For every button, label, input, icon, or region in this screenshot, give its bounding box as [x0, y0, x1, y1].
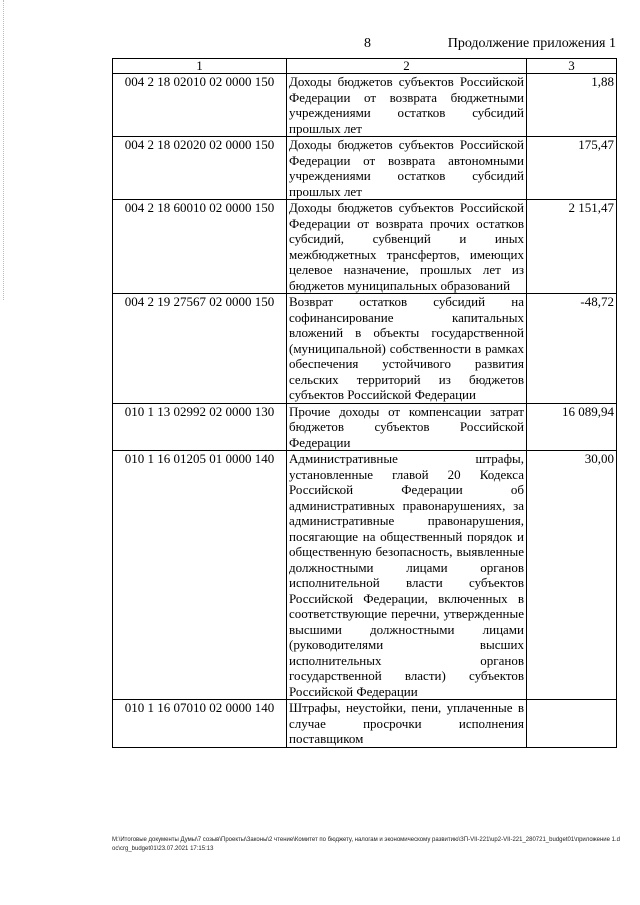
income-description: Административные штрафы, установленные главой 20 Кодекса Российской Федерации об административных правонарушениях, за административные правонарушения, посягающие на общественный порядок и общественную безопасность, выявленные должностными лицами органов исполнительной власти субъектов Российской Федерации, включенных в соответствующие перечни, утвержденные высшими должностными лицами (руководителями высших исполнительных органов государственной власти) субъектов Российской Федерации	[287, 451, 527, 700]
amount: 1,88	[527, 74, 617, 137]
amount: 175,47	[527, 137, 617, 200]
table-row	[113, 74, 617, 137]
budget-code: 010 1 13 02992 02 0000 130	[113, 403, 287, 451]
budget-code: 004 2 18 60010 02 0000 150	[113, 200, 287, 294]
income-description: Доходы бюджетов субъектов Российской Федерации от возврата прочих остатков субсидий, субвенций и иных межбюджетных трансфертов, имеющих целевое назначение, прошлых лет из бюджетов муниципальных образований	[287, 200, 527, 294]
budget-code: 010 1 16 01205 01 0000 140	[113, 451, 287, 700]
column-header-1: 1	[113, 59, 287, 74]
amount: 2 151,47	[527, 200, 617, 294]
column-number-row	[113, 59, 617, 74]
income-description: Доходы бюджетов субъектов Российской Федерации от возврата бюджетными учреждениями остатков субсидий прошлых лет	[287, 74, 527, 137]
budget-code: 004 2 18 02010 02 0000 150	[113, 74, 287, 137]
table-row	[113, 137, 617, 200]
file-path-footer: M:\Итоговые документы Думы\7 созыв\Проекты\Законы\2 чтение\Комитет по бюджету, налогам и экономическому развитию\ЗП-VII-221\up2-VII-221_280721_budget01\приложение 1.doc\crg_budget01\23.07.2021 17:15:13	[112, 837, 620, 852]
amount: -48,72	[527, 294, 617, 404]
table-row	[113, 403, 617, 451]
budget-code: 004 2 18 02020 02 0000 150	[113, 137, 287, 200]
table-row	[113, 451, 617, 700]
page-header	[112, 36, 616, 56]
income-description: Прочие доходы от компенсации затрат бюджетов субъектов Российской Федерации	[287, 403, 527, 451]
column-header-2: 2	[287, 59, 527, 74]
budget-code: 010 1 16 07010 02 0000 140	[113, 700, 287, 748]
table-row	[113, 700, 617, 748]
page-number: 8	[364, 36, 371, 51]
budget-code: 004 2 19 27567 02 0000 150	[113, 294, 287, 404]
income-description: Доходы бюджетов субъектов Российской Федерации от возврата автономными учреждениями остатков субсидий прошлых лет	[287, 137, 527, 200]
column-header-3: 3	[527, 59, 617, 74]
amount: 30,00	[527, 451, 617, 700]
budget-table	[112, 58, 617, 748]
income-description: Возврат остатков субсидий на софинансирование капитальных вложений в объекты государственной (муниципальной) собственности в рамках обеспечения устойчивого развития сельских территорий из бюджетов субъектов Российской Федерации	[287, 294, 527, 404]
income-description: Штрафы, неустойки, пени, уплаченные в случае просрочки исполнения поставщиком	[287, 700, 527, 748]
amount: 16 089,94	[527, 403, 617, 451]
scan-edge	[3, 0, 5, 300]
continuation-label: Продолжение приложения 1	[447, 36, 616, 51]
table-row	[113, 200, 617, 294]
table-row	[113, 294, 617, 404]
amount	[527, 700, 617, 748]
